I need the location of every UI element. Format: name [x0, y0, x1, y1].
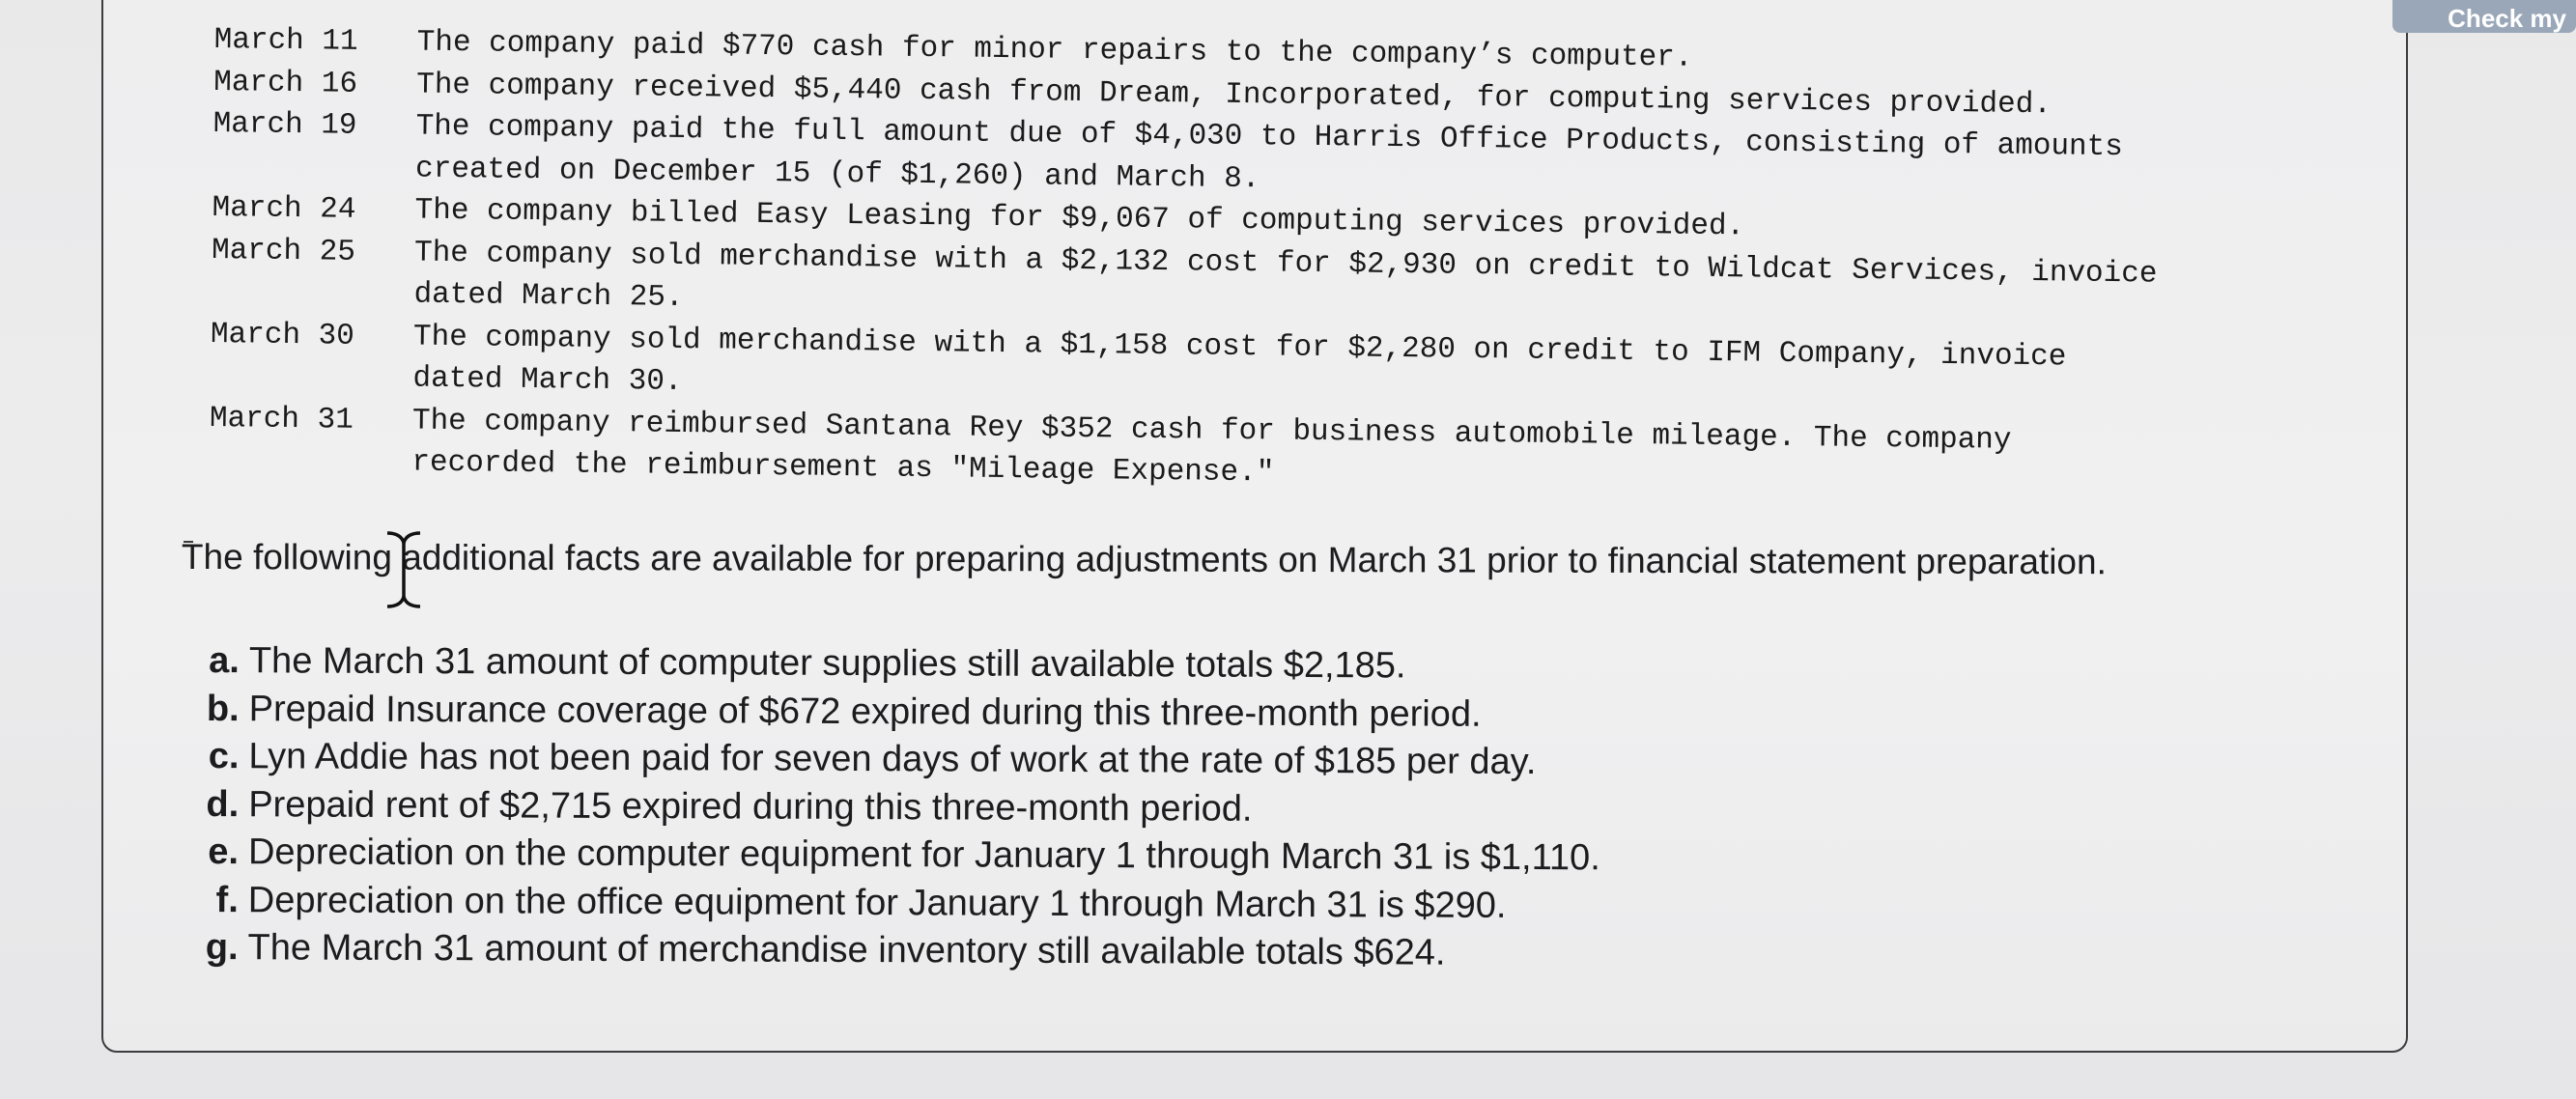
check-my-work-button[interactable]: Check my	[2392, 0, 2576, 33]
fact-text: Depreciation on the computer equipment for January 1 through March 31 is $1,110.	[247, 831, 1600, 879]
transaction-description: The company billed Easy Leasing for $9,067 of computing services provided.	[414, 193, 1745, 244]
transaction-description: The company paid $770 cash for minor repairs to the company’s computer.	[416, 25, 1693, 75]
transaction-date: March 16	[212, 65, 358, 101]
adjustment-facts-list	[191, 637, 1600, 978]
fact-letter: g.	[205, 927, 239, 969]
fact-item	[193, 637, 1601, 691]
intro-paragraph: The following additional facts are available for preparing adjustments on March 31 prior to financial statement preparation.	[181, 537, 2107, 582]
fact-item	[192, 829, 1600, 883]
transaction-date: March 11	[213, 22, 358, 59]
fact-item	[192, 876, 1600, 930]
fact-letter: e.	[208, 831, 240, 873]
transaction-description: The company reimbursed Santana Rey $352 cash for business automobile mileage. The company recorded the reimbursement as "Mileage Expense."	[411, 404, 2012, 491]
transaction-date: March 24	[212, 190, 356, 227]
transaction-list	[209, 19, 2301, 507]
transaction-description: The company received $5,440 cash from Dream, Incorporated, for computing services provided.	[415, 68, 2052, 122]
transaction-date: March 30	[210, 317, 355, 353]
fact-text: Prepaid rent of $2,715 expired during this three-month period.	[248, 783, 1253, 830]
transaction-description: The company sold merchandise with a $1,158 cost for $2,280 on credit to IFM Company, invoice dated March 30.	[412, 320, 2067, 399]
transaction-description: The company sold merchandise with a $2,132 cost for $2,930 on credit to Wildcat Services, invoice dated March 25.	[413, 236, 2158, 315]
fact-item	[192, 780, 1600, 834]
fact-letter: f.	[215, 879, 239, 920]
fact-letter: d.	[206, 783, 240, 825]
fact-item	[193, 685, 1601, 739]
fact-text: Depreciation on the office equipment for January 1 through March 31 is $290.	[247, 879, 1507, 926]
fact-item	[191, 924, 1599, 978]
fact-text: Prepaid Insurance coverage of $672 expired during this three-month period.	[248, 688, 1482, 735]
fact-letter: a.	[209, 640, 240, 682]
transaction-date: March 25	[211, 233, 356, 269]
transaction-date: March 19	[212, 106, 357, 143]
fact-letter: c.	[208, 736, 240, 777]
transaction-description: The company paid the full amount due of $4,030 to Harris Office Products, consisting of amounts created on December 15 (of $1,260) and March 8.	[414, 109, 2124, 196]
fact-letter: b.	[206, 688, 240, 729]
fact-text: The March 31 amount of computer supplies still available totals $2,185.	[248, 640, 1406, 687]
transaction-date: March 31	[209, 401, 354, 437]
fact-text: Lyn Addie has not been paid for seven days of work at the rate of $185 per day.	[248, 736, 1537, 783]
text-cursor-icon	[382, 529, 426, 610]
fact-text: The March 31 amount of merchandise inventory still available totals $624.	[247, 927, 1446, 973]
fact-item	[192, 733, 1600, 787]
